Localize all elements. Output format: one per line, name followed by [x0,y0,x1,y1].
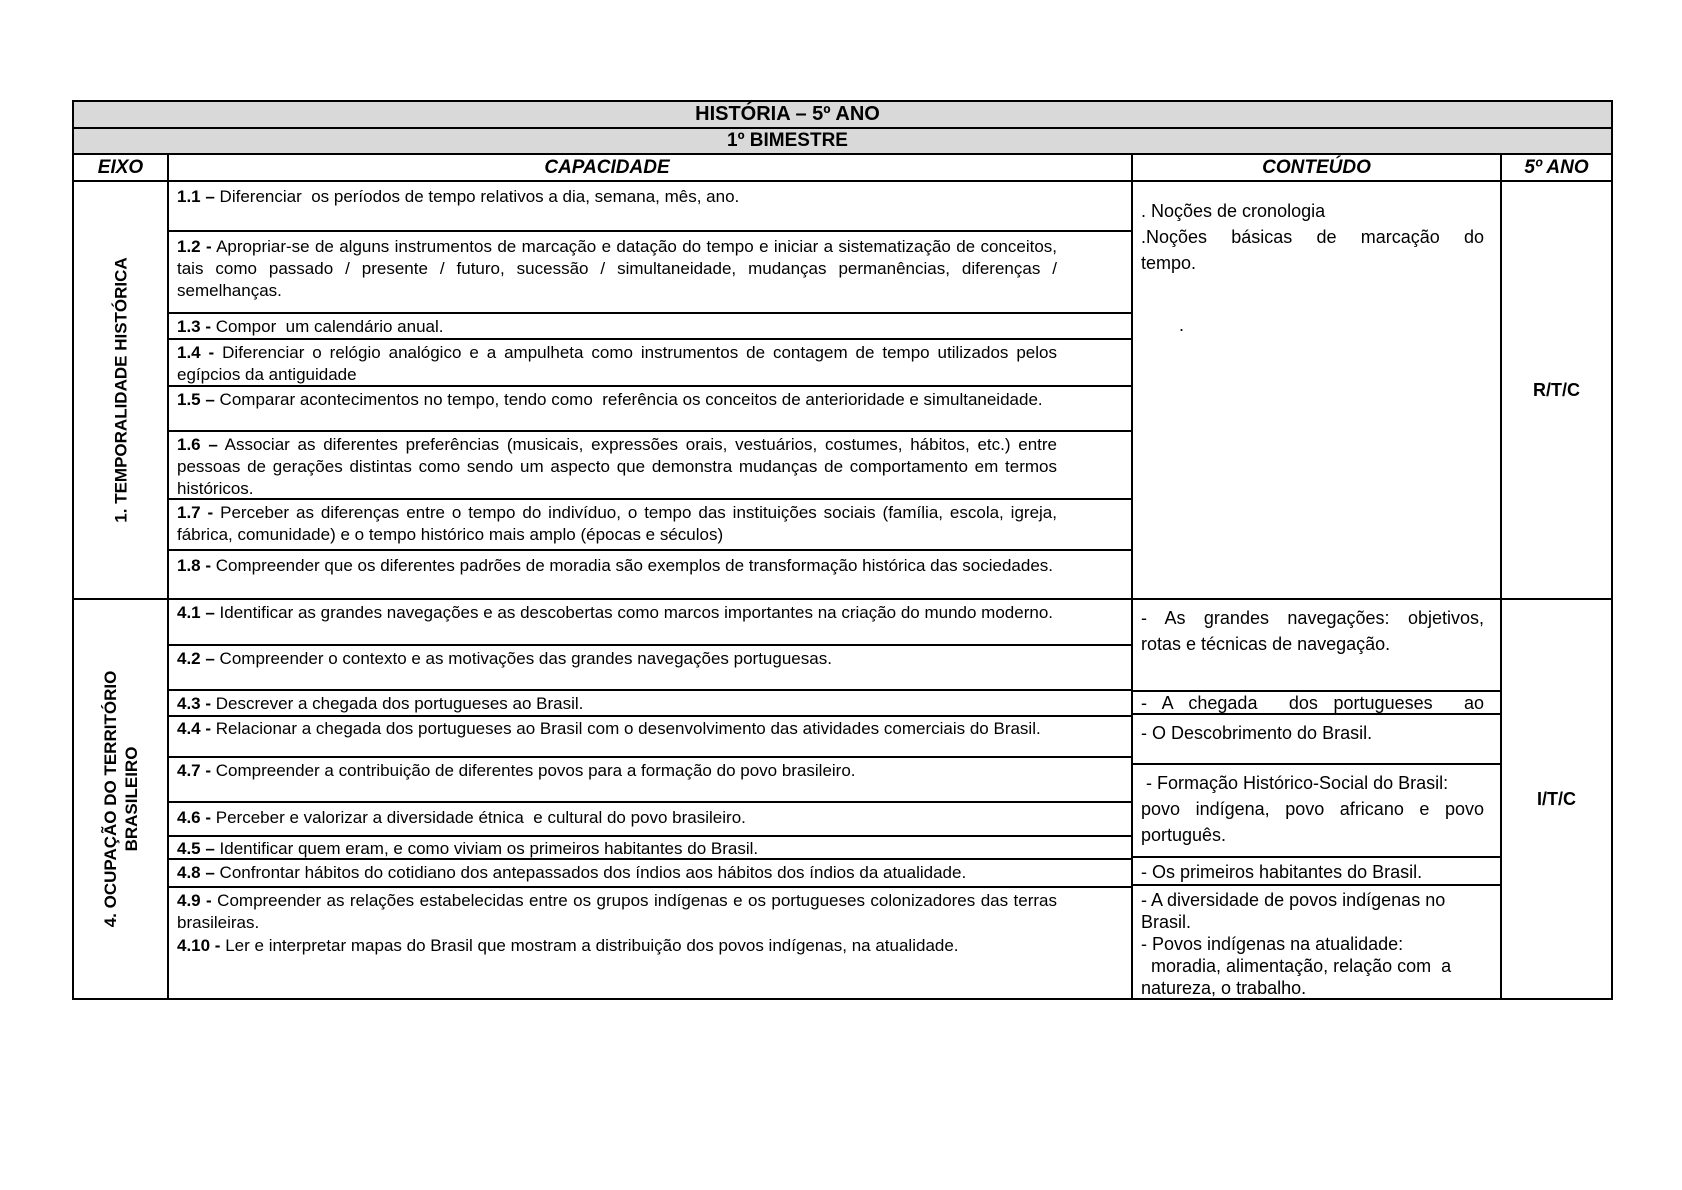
conteudo-cell-cronologia [1133,182,1500,338]
conteudo-line: . Noções de cronologia [1141,201,1326,221]
eixo-label-2: 4. OCUPAÇÃO DO TERRITÓRIO BRASILEIRO [100,670,141,928]
capacidade-number: 4.4 - [177,719,212,738]
curriculum-table [72,100,1613,1000]
capacidade-row-4-3 [169,691,1131,717]
conteudo-line: - O Descobrimento do Brasil. [1141,723,1373,743]
capacidade-text: Relacionar a chegada dos portugueses ao Brasil com o desenvolvimento das atividades comerciais do Brasil. [215,719,1041,738]
conteudo-cell-formacao [1133,765,1500,858]
capacidade-row-1-7 [169,500,1131,551]
section-ocupacao-territorio [74,600,1611,998]
capacidade-number: 1.3 - [177,317,212,336]
capacidade-row-4-9-4-10 [169,888,1131,998]
capacidade-text: Compor um calendário anual. [215,317,444,336]
conteudo-column-1 [1133,182,1502,598]
capacidade-number: 4.6 - [177,808,212,827]
capacidade-text: Compreender a contribuição de diferentes povos para a formação do povo brasileiro. [215,761,856,780]
ano-cell-1 [1502,182,1611,598]
capacidade-row-1-8 [169,551,1131,598]
capacidade-text: Compreender o contexto e as motivações das grandes navegações portuguesas. [219,649,832,668]
capacidade-number: 4.10 - [177,936,221,955]
capacidade-number: 4.2 – [177,649,215,668]
header-capacidade: CAPACIDADE [169,155,1133,180]
conteudo-cell-diversidade [1133,886,1500,998]
conteudo-line: tempo. [1141,253,1197,273]
eixo-label-1: 1. TEMPORALIDADE HISTÓRICA [111,257,130,523]
capacidade-row-1-5 [169,387,1131,432]
bimestre-label: 1º BIMESTRE [727,130,848,151]
capacidade-row-4-1 [169,600,1131,646]
capacidade-number: 1.4 - [177,343,215,362]
capacidade-text: Compreender as relações estabelecidas entre os grupos indígenas e os portugueses colonizadores das terras brasileiras. [177,891,1062,932]
capacidade-text: Compreender que os diferentes padrões de moradia são exemplos de transformação histórica das sociedades. [215,556,1054,575]
capacidade-number: 4.1 – [177,603,215,622]
stray-dot: . [1179,315,1185,335]
capacidade-text: Apropriar-se de alguns instrumentos de marcação e datação do tempo e iniciar a sistematização de conceitos, tais como passado / presente / futuro, sucessão / simultaneidade, mudanças permanências, diferenças / semelhanças. [177,237,1062,300]
conteudo-line: - Os primeiros habitantes do Brasil. [1141,862,1423,882]
capacidade-row-4-7 [169,758,1131,803]
capacidade-row-1-4 [169,340,1131,387]
capacidade-number: 4.3 - [177,694,212,713]
capacidade-number: 1.2 - [177,237,212,256]
capacidade-text: Ler e interpretar mapas do Brasil que mostram a distribuição dos povos indígenas, na atualidade. [225,936,959,955]
table-title: HISTÓRIA – 5º ANO [695,103,880,125]
capacidade-row-1-2 [169,232,1131,314]
conteudo-column-2 [1133,600,1502,998]
conteudo-line: português. [1141,825,1227,845]
capacidade-text: Comparar acontecimentos no tempo, tendo como referência os conceitos de anterioridade e simultaneidade. [219,390,1043,409]
conteudo-line: moradia, alimentação, relação com a [1141,956,1452,976]
capacidade-row-1-6 [169,432,1131,500]
table-title-row [74,102,1611,129]
conteudo-cell-descobrimento [1133,715,1500,765]
capacidade-number: 1.1 – [177,187,215,206]
conteudo-line: .Noções básicas de marcação do [1141,227,1484,247]
ano-mark-itc: I/T/C [1537,788,1576,809]
capacidade-text: Descrever a chegada dos portugueses ao Brasil. [215,694,584,713]
capacidade-text: Identificar as grandes navegações e as descobertas como marcos importantes na criação do mundo moderno. [219,603,1054,622]
capacidade-number: 4.7 - [177,761,212,780]
capacidade-row-4-5 [169,837,1131,860]
capacidade-text: Perceber as diferenças entre o tempo do indivíduo, o tempo das instituições sociais (família, escola, igreja, fábrica, comunidade) e o tempo histórico mais amplo (épocas e séculos) [177,503,1062,544]
capacidade-row-4-6 [169,803,1131,837]
capacidade-row-1-3 [169,314,1131,340]
ano-cell-2 [1502,600,1611,998]
capacidade-row-4-4 [169,717,1131,758]
capacidade-number: 1.6 – [177,435,218,454]
ano-mark-rtc: R/T/C [1533,379,1580,400]
capacidade-number: 1.8 - [177,556,212,575]
eixo-cell-1 [74,182,169,598]
capacidade-number: 4.9 - [177,891,212,910]
conteudo-line: - Formação Histórico-Social do Brasil: [1141,773,1449,793]
capacidade-row-1-1 [169,182,1131,232]
conteudo-cell-chegada [1133,692,1500,715]
capacidade-text: Perceber e valorizar a diversidade étnica e cultural do povo brasileiro. [215,808,746,827]
bimestre-row [74,129,1611,155]
capacidade-column-2 [169,600,1133,998]
conteudo-cell-navegacoes [1133,600,1500,692]
section-temporalidade-historica [74,182,1611,600]
conteudo-line: Brasil. [1141,912,1192,932]
column-header-row [74,155,1611,182]
capacidade-column-1 [169,182,1133,598]
header-ano: 5º ANO [1524,156,1589,178]
capacidade-text: Identificar quem eram, e como viviam os primeiros habitantes do Brasil. [219,839,759,858]
capacidade-row-4-8 [169,860,1131,888]
conteudo-line: povo indígena, povo africano e povo [1141,799,1484,819]
conteudo-cell-primeiros-habitantes [1133,858,1500,886]
capacidade-text: Associar as diferentes preferências (musicais, expressões orais, vestuários, costumes, hábitos, etc.) entre pessoas de gerações distintas como sendo um aspecto que demonstra mudanças de comportamento em termos históricos. [177,435,1062,498]
header-eixo: EIXO [74,155,169,180]
header-conteudo: CONTEÚDO [1133,155,1502,180]
conteudo-line: - As grandes navegações: objetivos, [1141,608,1484,628]
capacidade-number: 4.8 – [177,863,215,882]
conteudo-line: - A chegada dos portugueses ao [1141,693,1484,713]
eixo-cell-2 [74,600,169,998]
conteudo-line: - Povos indígenas na atualidade: [1141,934,1404,954]
conteudo-line: - A diversidade de povos indígenas no [1141,890,1446,910]
capacidade-number: 4.5 – [177,839,215,858]
capacidade-row-4-2 [169,646,1131,691]
capacidade-number: 1.7 - [177,503,214,522]
capacidade-number: 1.5 – [177,390,215,409]
conteudo-line: natureza, o trabalho. [1141,978,1307,998]
capacidade-text: Diferenciar o relógio analógico e a ampulheta como instrumentos de contagem de tempo utilizados pelos egípcios da antiguidade [177,343,1062,384]
conteudo-line: rotas e técnicas de navegação. [1141,634,1391,654]
capacidade-text: Confrontar hábitos do cotidiano dos antepassados dos índios aos hábitos dos índios da atualidade. [219,863,967,882]
capacidade-text: Diferenciar os períodos de tempo relativos a dia, semana, mês, ano. [219,187,740,206]
